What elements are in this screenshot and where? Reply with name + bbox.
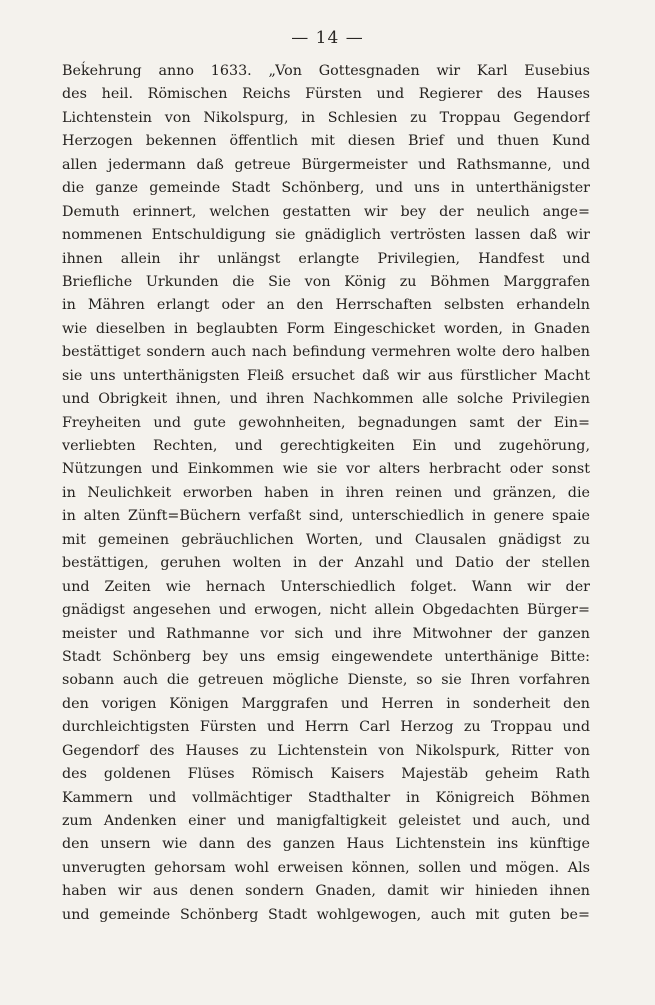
text-line: unverugten gehorsam wohl erweisen können, sollen und mögen. Als — [62, 859, 590, 876]
text-line: sie uns unterthänigsten Fleiß ersuchet daß wir aus fürstlicher Macht — [62, 367, 590, 384]
text-line: verliebten Rechten, und gerechtigkeiten Ein und zugehörung, — [62, 438, 590, 454]
page-number: — 14 — — [291, 28, 364, 48]
text-line: bestättiget sondern auch nach befindung vermehren wolte dero halben — [62, 344, 590, 361]
text-line: mit gemeinen gebräuchlichen Worten, und Clausalen gnädigst zu — [62, 531, 590, 548]
text-line: Herzogen bekennen öffentlich mit diesen Brief und thuen Kund — [62, 133, 590, 150]
text-line: Beḱehrung anno 1633. „Von Gottesgnaden wir Karl Eusebius — [62, 63, 590, 79]
text-line: und Zeiten wie hernach Unterschiedlich folget. Wann wir der — [62, 578, 590, 595]
text-line: und Obrigkeit ihnen, und ihren Nachkommen alle solche Privilegien — [62, 391, 590, 408]
text-line: haben wir aus denen sondern Gnaden, damit wir hinieden ihnen — [62, 883, 590, 900]
text-line: zum Andenken einer und manigfaltigkeit geleistet und auch, und — [62, 813, 590, 829]
text-line: in alten Zünft=Büchern verfaßt sind, unterschiedlich in genere spaie — [62, 508, 590, 525]
text-line: ihnen allein ihr unlängst erlangte Privilegien, Handfest und — [62, 250, 590, 267]
text-line: durchleichtigsten Fürsten und Herrn Carl Herzog zu Troppau und — [62, 719, 590, 736]
text-line: den vorigen Königen Marggrafen und Herren in sonderheit den — [62, 695, 590, 712]
text-line: sobann auch die getreuen mögliche Dienste, so sie Ihren vorfahren — [62, 672, 590, 689]
text-line: allen jedermann daß getreue Bürgermeister und Rathsmanne, und — [62, 156, 590, 173]
text-line: Freyheiten und gute gewohnheiten, begnadungen samt der Ein= — [62, 414, 590, 431]
text-line: meister und Rathmanne vor sich und ihre Mitwohner der ganzen — [62, 625, 590, 642]
text-line: nommenen Entschuldigung sie gnädiglich vertrösten lassen daß wir — [62, 227, 590, 244]
text-line: Briefliche Urkunden die Sie von König zu Böhmen Marggrafen — [62, 273, 590, 290]
text-line: in Neulichkeit erworben haben in ihren reinen und gränzen, die — [62, 484, 590, 501]
text-line: des goldenen Flüses Römisch Kaisers Majestäb geheim Rath — [62, 766, 590, 783]
text-line: Kammern und vollmächtiger Stadthalter in Königreich Böhmen — [62, 789, 590, 806]
text-line: die ganze gemeinde Stadt Schönberg, und uns in unterthänigster — [62, 180, 590, 197]
text-line: gnädigst angesehen und erwogen, nicht allein Obgedachten Bürger= — [62, 602, 590, 619]
text-line: den unsern wie dann des ganzen Haus Lichtenstein ins künftige — [62, 836, 590, 853]
text-line: bestättigen, geruhen wolten in der Anzahl und Datio der stellen — [62, 555, 590, 572]
body-text — [62, 60, 590, 927]
text-line: Stadt Schönberg bey uns emsig eingewendete unterthänige Bitte: — [62, 648, 590, 665]
text-line: Lichtenstein von Nikolspurg, in Schlesien zu Troppau Gegendorf — [62, 109, 590, 126]
text-line: in Mähren erlangt oder an den Herrschaften selbsten erhandeln — [62, 297, 590, 314]
text-line: wie dieselben in beglaubten Form Eingeschicket worden, in Gnaden — [62, 320, 590, 337]
text-line: Gegendorf des Hauses zu Lichtenstein von Nikolspurk, Ritter von — [62, 742, 590, 759]
text-line: und gemeinde Schönberg Stadt wohlgewogen, auch mit guten be= — [62, 906, 590, 923]
text-line: Nützungen und Einkommen wie sie vor alters herbracht oder sonst — [62, 461, 590, 478]
text-line: Demuth erinnert, welchen gestatten wir bey der neulich ange= — [62, 203, 590, 220]
text-line: des heil. Römischen Reichs Fürsten und Regierer des Hauses — [62, 86, 590, 103]
